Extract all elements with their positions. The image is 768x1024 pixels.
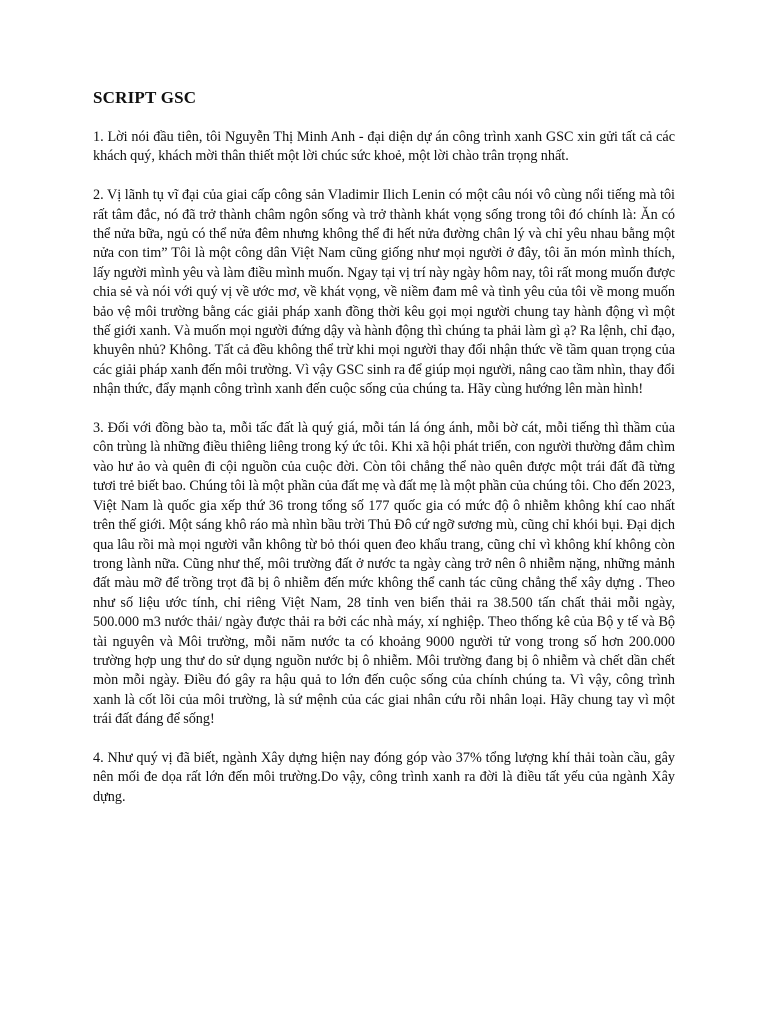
document-title: SCRIPT GSC bbox=[93, 88, 197, 107]
paragraph-1: 1. Lời nói đầu tiên, tôi Nguyễn Thị Minh Anh - đại diện dự án công trình xanh GSC xin gửi tất cả các khách quý, khách mời thân thiết một lời chúc sức khoẻ, một lời chào trân trọng nhất. bbox=[93, 129, 675, 165]
paragraph-3: 3. Đối với đồng bào ta, mỗi tấc đất là quý giá, mỗi tán lá óng ánh, mỗi bờ cát, mỗi tiếng thì thầm của côn trùng là những điều thiêng liêng trong ký ức tôi. Khi xã hội phát triển, con người thường đắm chìm vào hư ảo và quên đi cội nguồn của cuộc đời. Còn tôi chẳng thể nào quên được một trái đất đã từng tươi trẻ biết bao. Chúng tôi là một phần của đất mẹ và đất mẹ là một phần của chúng tôi. Cho đến 2023, Việt Nam là quốc gia xếp thứ 36 trong tổng số 177 quốc gia có mức độ ô nhiễm không khí cao nhất trên thế giới. Một sáng khô ráo mà nhìn bầu trời Thủ Đô cứ ngỡ sương mù, cũng chỉ khói bụi. Đại dịch qua lâu rồi mà mọi người vẫn không từ bỏ thói quen đeo khẩu trang, cũng chỉ vì không khí không còn trong lành nữa. Cũng như thế, môi trường đất ở nước ta ngày càng trở nên ô nhiễm nặng, những mảnh đất màu mỡ để trồng trọt đã bị ô nhiễm đến mức không thể canh tác cũng chẳng thể xây dựng . Theo như số liệu ước tính, chỉ riêng Việt Nam, 28 tỉnh ven biển thải ra 38.500 tấn chất thải mỗi ngày, 500.000 m3 nước thải/ ngày được thải ra bởi các nhà máy, xí nghiệp. Theo thống kê của Bộ y tế và Bộ tài nguyên và Môi trường, mỗi năm nước ta có khoảng 9000 người tử vong trong số hơn 200.000 trường hợp ung thư do sử dụng nguồn nước bị ô nhiễm. Môi trường đang bị ô nhiễm và chết dần chết mòn mỗi ngày. Điều đó gây ra hậu quả to lớn đến cuộc sống của chính chúng ta. Vì vậy, công trình xanh là cốt lõi của môi trường, là sứ mệnh của các giai nhân cứu rỗi nhân loại. Hãy chung tay vì một trái đất đáng để sống! bbox=[93, 420, 675, 728]
paragraph-4: 4. Như quý vị đã biết, ngành Xây dựng hiện nay đóng góp vào 37% tổng lượng khí thải toàn cầu, gây nên mối đe dọa rất lớn đến môi trường.Do vậy, công trình xanh ra đời là điều tất yếu của ngành Xây dựng. bbox=[93, 749, 675, 805]
paragraph-2: 2. Vị lãnh tụ vĩ đại của giai cấp công sản Vladimir Ilich Lenin có một câu nói vô cùng nổi tiếng mà tôi rất tâm đắc, nó đã trở thành châm ngôn sống và trở thành khát vọng sống trong tôi đó chính là: Ăn có thể nửa bữa, ngủ có thể nửa đêm nhưng không thể đi hết nửa đường chân lý và chỉ yêu nhau bằng một nửa con tim” Tôi là một công dân Việt Nam cũng giống như mọi người ở đây, tôi ăn món mình thích, lấy người mình yêu và làm điều mình muốn. Ngay tại vị trí này ngày hôm nay, tôi rất mong muốn được chia sẻ và nói với quý vị về ước mơ, về khát vọng, về niềm đam mê và tình yêu của tôi về mong muốn bảo vệ môi trường bằng các giải pháp xanh đồng thời kêu gọi mọi người chung tay hành động vì một thế giới xanh. Và muốn mọi người đứng dậy và hành động thì chúng ta phải làm gì ạ? Ra lệnh, chỉ đạo, khuyên nhủ? Không. Tất cả đều không thể trừ khi mọi người thay đổi nhận thức về tầm quan trọng của các giải pháp xanh đến môi trường. Vì vậy GSC sinh ra để giúp mọi người, nâng cao tầm nhìn, thay đổi nhận thức, đẩy mạnh công trình xanh đến cuộc sống của chúng ta. Hãy cùng hướng lên màn hình! bbox=[93, 187, 675, 398]
